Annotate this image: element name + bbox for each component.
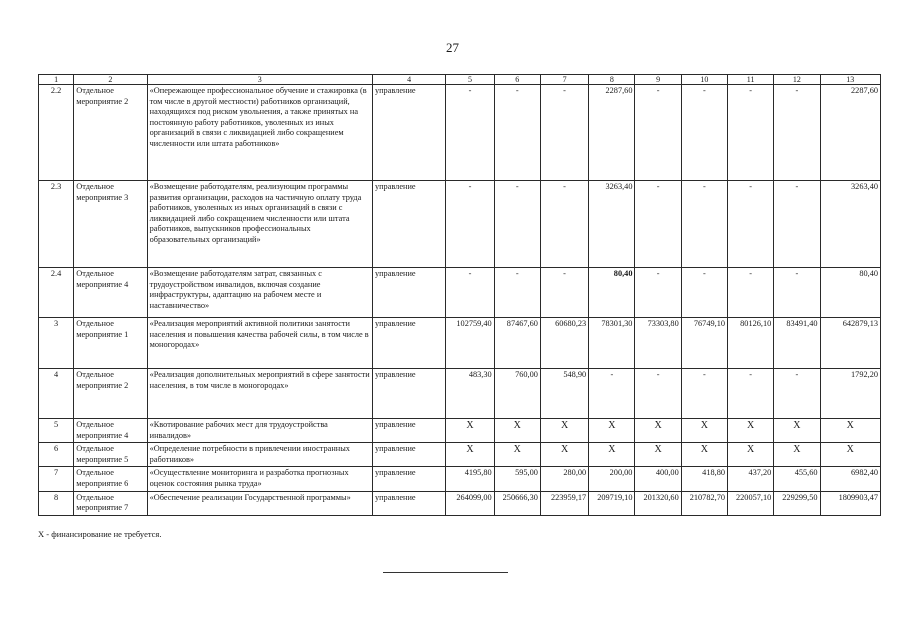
value-cell: 209719,10 [589, 491, 635, 515]
closing-rule [383, 572, 508, 573]
value-cell: X [589, 419, 635, 443]
value-cell: 250666,30 [494, 491, 540, 515]
value-cell: - [728, 85, 774, 181]
column-header: 1 [39, 75, 74, 85]
value-cell: - [635, 369, 681, 419]
value-cell: 1809903,47 [820, 491, 880, 515]
row-name: «Осуществление мониторинга и разработка прогнозных оценок состояния рынка труда» [147, 467, 372, 491]
value-cell: X [540, 419, 588, 443]
row-type: Отдельное мероприятие 2 [74, 85, 147, 181]
value-cell: - [446, 85, 494, 181]
value-cell: - [774, 181, 820, 268]
value-cell: X [589, 443, 635, 467]
value-cell: X [774, 419, 820, 443]
row-name: «Квотирование рабочих мест для трудоустройства инвалидов» [147, 419, 372, 443]
column-header: 8 [589, 75, 635, 85]
value-cell: 3263,40 [589, 181, 635, 268]
value-cell: 642879,13 [820, 318, 880, 369]
row-number: 7 [39, 467, 74, 491]
table-row [39, 443, 881, 467]
value-cell: - [681, 369, 727, 419]
value-cell: 483,30 [446, 369, 494, 419]
row-name: «Возмещение работодателям затрат, связанных с трудоустройством инвалидов, включая создание инфраструктуры, адаптацию на рабочем месте и наставничество» [147, 268, 372, 318]
value-cell: - [635, 268, 681, 318]
value-cell: 87467,60 [494, 318, 540, 369]
value-cell: 102759,40 [446, 318, 494, 369]
value-cell: 4195,80 [446, 467, 494, 491]
row-type: Отдельное мероприятие 2 [74, 369, 147, 419]
value-cell: X [446, 419, 494, 443]
value-cell: 3263,40 [820, 181, 880, 268]
row-name: «Обеспечение реализации Государственной программы» [147, 491, 372, 515]
value-cell: 2287,60 [589, 85, 635, 181]
value-cell: X [820, 443, 880, 467]
value-cell: 80,40 [589, 268, 635, 318]
value-cell: - [774, 268, 820, 318]
value-cell: X [635, 443, 681, 467]
column-header: 10 [681, 75, 727, 85]
row-executor: управление [372, 419, 445, 443]
value-cell: 83491,40 [774, 318, 820, 369]
row-name: «Опережающее профессиональное обучение и стажировка (в том числе в другой местности) работников организаций, находящихся под риском увольнения, а также принятых на постоянную работу работников, уволенных из иных организаций в связи с ликвидацией либо сокращением численности или штата работников» [147, 85, 372, 181]
row-number: 2.3 [39, 181, 74, 268]
program-finance-table [38, 74, 881, 516]
value-cell: X [540, 443, 588, 467]
row-name: «Реализация дополнительных мероприятий в сфере занятости населения, в том числе в моногородах» [147, 369, 372, 419]
value-cell: - [681, 181, 727, 268]
value-cell: 78301,30 [589, 318, 635, 369]
row-type: Отдельное мероприятие 1 [74, 318, 147, 369]
value-cell: - [540, 181, 588, 268]
value-cell: - [446, 181, 494, 268]
row-type: Отдельное мероприятие 4 [74, 268, 147, 318]
value-cell: 73303,80 [635, 318, 681, 369]
value-cell: - [635, 181, 681, 268]
table-row [39, 268, 881, 318]
value-cell: 201320,60 [635, 491, 681, 515]
row-executor: управление [372, 369, 445, 419]
table-row [39, 318, 881, 369]
value-cell: 595,00 [494, 467, 540, 491]
value-cell: X [820, 419, 880, 443]
row-type: Отдельное мероприятие 3 [74, 181, 147, 268]
row-executor: управление [372, 318, 445, 369]
column-header: 3 [147, 75, 372, 85]
value-cell: X [774, 443, 820, 467]
value-cell: 760,00 [494, 369, 540, 419]
value-cell: - [728, 181, 774, 268]
row-executor: управление [372, 85, 445, 181]
value-cell: 80,40 [820, 268, 880, 318]
value-cell: 400,00 [635, 467, 681, 491]
value-cell: X [728, 443, 774, 467]
row-type: Отдельное мероприятие 4 [74, 419, 147, 443]
value-cell: 220057,10 [728, 491, 774, 515]
value-cell: 437,20 [728, 467, 774, 491]
row-number: 5 [39, 419, 74, 443]
row-number: 3 [39, 318, 74, 369]
row-type: Отдельное мероприятие 6 [74, 467, 147, 491]
value-cell: X [728, 419, 774, 443]
row-number: 2.2 [39, 85, 74, 181]
value-cell: - [728, 369, 774, 419]
table-row [39, 181, 881, 268]
column-header: 4 [372, 75, 445, 85]
table-row [39, 419, 881, 443]
value-cell: - [774, 85, 820, 181]
value-cell: - [589, 369, 635, 419]
row-type: Отдельное мероприятие 7 [74, 491, 147, 515]
value-cell: - [446, 268, 494, 318]
table-row [39, 491, 881, 515]
column-header: 7 [540, 75, 588, 85]
column-header: 12 [774, 75, 820, 85]
row-executor: управление [372, 268, 445, 318]
value-cell: 1792,20 [820, 369, 880, 419]
column-header: 13 [820, 75, 880, 85]
value-cell: - [494, 268, 540, 318]
value-cell: - [494, 181, 540, 268]
value-cell: 80126,10 [728, 318, 774, 369]
value-cell: X [635, 419, 681, 443]
value-cell: 76749,10 [681, 318, 727, 369]
value-cell: - [681, 268, 727, 318]
value-cell: 60680,23 [540, 318, 588, 369]
value-cell: - [540, 268, 588, 318]
value-cell: 210782,70 [681, 491, 727, 515]
value-cell: X [681, 443, 727, 467]
value-cell: - [728, 268, 774, 318]
value-cell: - [681, 85, 727, 181]
row-executor: управление [372, 491, 445, 515]
page-number: 27 [446, 40, 459, 55]
value-cell: 2287,60 [820, 85, 880, 181]
value-cell: 200,00 [589, 467, 635, 491]
value-cell: - [494, 85, 540, 181]
row-name: «Реализация мероприятий активной политики занятости населения и повышения качества рабочей силы, в том числе в моногородах» [147, 318, 372, 369]
row-number: 6 [39, 443, 74, 467]
row-executor: управление [372, 181, 445, 268]
value-cell: 280,00 [540, 467, 588, 491]
table-row [39, 467, 881, 491]
row-number: 4 [39, 369, 74, 419]
value-cell: - [540, 85, 588, 181]
column-number-header-row [39, 75, 881, 85]
column-header: 2 [74, 75, 147, 85]
column-header: 11 [728, 75, 774, 85]
table-row [39, 85, 881, 181]
value-cell: X [494, 443, 540, 467]
value-cell: 548,90 [540, 369, 588, 419]
row-name: «Возмещение работодателям, реализующим программы развития организации, расходов на частичную оплату труда работников, уволенных из иных организаций в связи с ликвидацией либо сокращением численности или штата работников, выпускников профессиональных образовательных организаций» [147, 181, 372, 268]
row-type: Отдельное мероприятие 5 [74, 443, 147, 467]
value-cell: 6982,40 [820, 467, 880, 491]
value-cell: X [681, 419, 727, 443]
value-cell: 229299,50 [774, 491, 820, 515]
value-cell: - [635, 85, 681, 181]
row-name: «Определение потребности в привлечении иностранных работников» [147, 443, 372, 467]
row-executor: управление [372, 443, 445, 467]
value-cell: 455,60 [774, 467, 820, 491]
row-number: 8 [39, 491, 74, 515]
value-cell: X [494, 419, 540, 443]
value-cell: 223959,17 [540, 491, 588, 515]
value-cell: - [774, 369, 820, 419]
value-cell: 418,80 [681, 467, 727, 491]
value-cell: 264099,00 [446, 491, 494, 515]
table-row [39, 369, 881, 419]
column-header: 9 [635, 75, 681, 85]
column-header: 6 [494, 75, 540, 85]
footnote: Х - финансирование не требуется. [38, 529, 162, 539]
row-executor: управление [372, 467, 445, 491]
row-number: 2.4 [39, 268, 74, 318]
column-header: 5 [446, 75, 494, 85]
value-cell: X [446, 443, 494, 467]
